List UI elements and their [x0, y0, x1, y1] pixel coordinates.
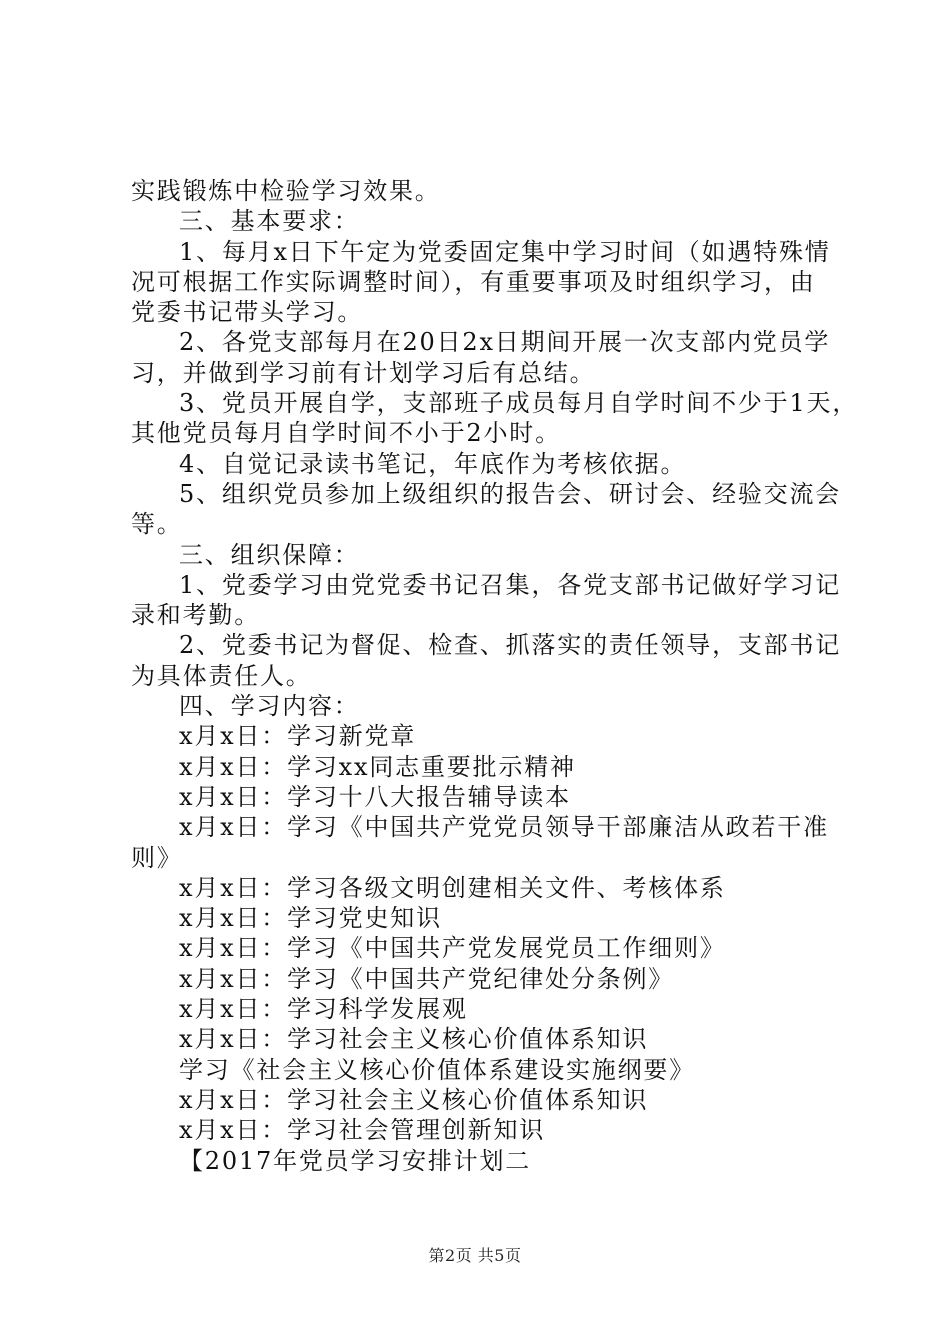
text-line: x月x日：学习各级文明创建相关文件、考核体系 [179, 873, 726, 902]
text-line: 习，并做到学习前有计划学习后有总结。 [131, 358, 596, 387]
text-line: 【2017年党员学习安排计划二 [179, 1146, 532, 1175]
text-line: x月x日：学习社会管理创新知识 [179, 1116, 546, 1145]
text-line: 5、组织党员参加上级组织的报告会、研讨会、经验交流会 [179, 479, 842, 508]
text-line: x月x日：学习社会主义核心价值体系知识 [179, 1085, 649, 1114]
text-line: 等。 [131, 510, 183, 539]
document-body [131, 176, 859, 1176]
text-line: 录和考勤。 [131, 601, 260, 630]
text-line: x月x日：学习新党章 [179, 722, 417, 751]
text-line: x月x日：学习《中国共产党纪律处分条例》 [179, 964, 675, 993]
text-line: 1、党委学习由党党委书记召集，各党支部书记做好学习记 [179, 570, 842, 599]
text-line: x月x日：学习科学发展观 [179, 995, 468, 1024]
text-line: 3、党员开展自学，支部班子成员每月自学时间不少于1天， [179, 389, 859, 418]
text-line: x月x日：学习社会主义核心价值体系知识 [179, 1025, 649, 1054]
text-line: 2、各党支部每月在20日2x日期间开展一次支部内党员学 [179, 328, 831, 357]
text-line: 则》 [131, 843, 183, 872]
text-line: x月x日：学习《中国共产党发展党员工作细则》 [179, 934, 726, 963]
page-number-footer: 第2页 共5页 [428, 1246, 522, 1265]
text-line: 为具体责任人。 [131, 661, 312, 690]
text-line: 1、每月x日下午定为党委固定集中学习时间（如遇特殊情 [179, 237, 831, 266]
text-line: 党委书记带头学习。 [131, 298, 364, 327]
text-line: x月x日：学习十八大报告辅导读本 [179, 782, 571, 811]
text-line: x月x日：学习《中国共产党党员领导干部廉洁从政若干准 [179, 813, 829, 842]
text-line: 实践锻炼中检验学习效果。 [131, 177, 441, 205]
text-line: x月x日：学习党史知识 [179, 904, 442, 933]
text-line: 三、组织保障： [179, 540, 360, 569]
text-line: 况可根据工作实际调整时间），有重要事项及时组织学习，由 [131, 267, 816, 296]
text-line: 学习《社会主义核心价值体系建设实施纲要》 [179, 1055, 695, 1084]
text-line: 四、学习内容： [179, 692, 360, 721]
text-line: 其他党员每月自学时间不小于2小时。 [131, 419, 561, 448]
text-line: 三、基本要求： [179, 207, 360, 236]
text-line: 2、党委书记为督促、检查、抓落实的责任领导，支部书记 [179, 631, 842, 660]
text-line: 4、自觉记录读书笔记，年底作为考核依据。 [179, 449, 687, 478]
text-line: x月x日：学习xx同志重要批示精神 [179, 752, 576, 781]
